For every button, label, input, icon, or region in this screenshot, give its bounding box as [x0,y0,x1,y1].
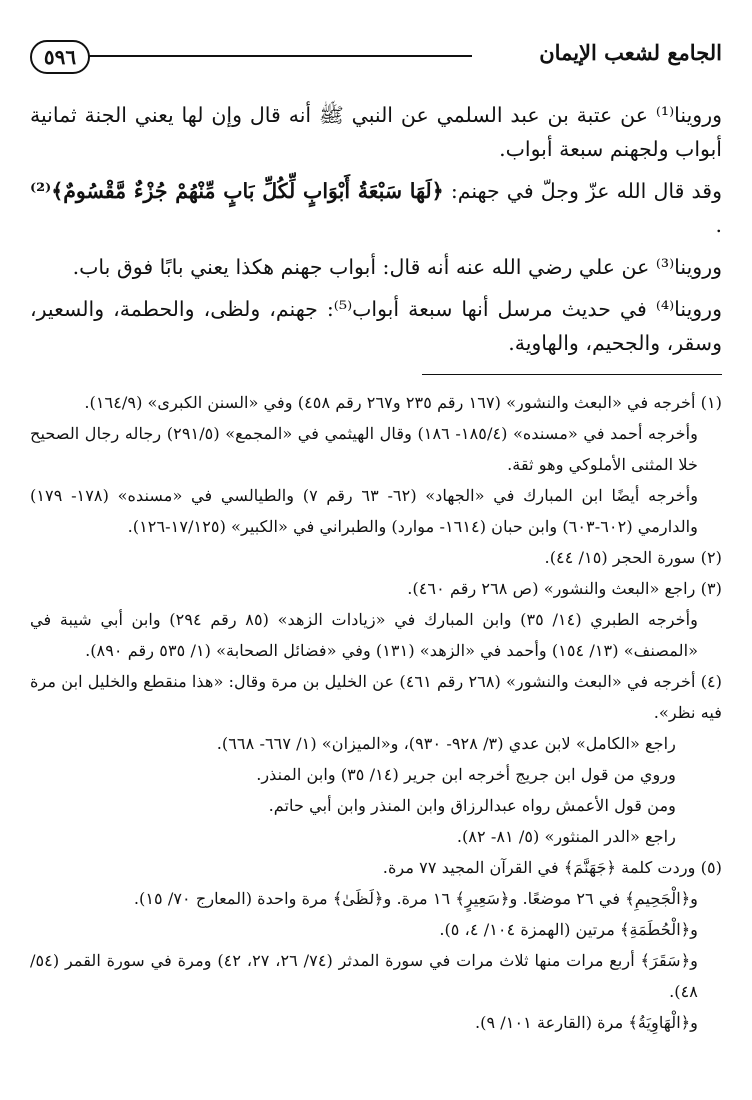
footnotes [30,387,722,1038]
footnote-5-cont-b: و﴿الْحُطَمَةِ﴾ مرتين (الهمزة ١٠٤/ ٤، ٥). [439,920,698,939]
footnote-3-cont: وأخرجه الطبري (١٤/ ٣٥) وابن المبارك في «زيادات الزهد» (٨٥ رقم ٢٩٤) وابن أبي شيبة في «المصنف» (١٣/ ١٥٤) وأحمد في «الزهد» (١٣١) وفي «فضائل الصحابة» (١/ ٥٣٥ رقم ٨٩٠). [30,610,698,660]
footnote-5: (٥) وردت كلمة ﴿جَهَنَّمَ﴾ في القرآن المجيد ٧٧ مرة. [382,858,722,877]
footnote-5-cont-d: و﴿الْهَاوِيَةُ﴾ مرة (القارعة ١٠١/ ٩). [474,1013,698,1032]
page-header [30,28,722,90]
footnote-1-cont-b: وأخرجه أيضًا ابن المبارك في «الجهاد» (٦٢- ٦٣ رقم ٧) والطيالسي في «مسنده» (١٧٨- ١٧٩) والدارمي (٦٠٢-٦٠٣) وابن حبان (١٦١٤- موارد) والطبراني في «الكبير» (١٧/١٢٥-١٢٦). [30,486,699,536]
footnote-3: (٣) راجع «البعث والنشور» (ص ٢٦٨ رقم ٤٦٠). [407,579,722,598]
footnote-4-cont-c: ومن قول الأعمش رواه عبدالرزاق وابن المنذر وابن أبي حاتم. [268,796,676,815]
paragraph-3: وروينا⁽³⁾ عن علي رضي الله عنه أنه قال: أبواب جهنم هكذا يعني بابًا فوق باب. [72,255,722,279]
footnote-4-cont-d: راجع «الدر المنثور» (٥/ ٨١- ٨٢). [456,827,676,846]
footnote-4: (٤) أخرجه في «البعث والنشور» (٢٦٨ رقم ٤٦١) عن الخليل بن مرة وقال: «هذا منقطع والخليل ابن مرة فيه نظر». [30,672,722,722]
footnote-1: (١) أخرجه في «البعث والنشور» (١٦٧ رقم ٢٣٥ و٢٦٧ رقم ٤٥٨) وفي «السنن الكبرى» (١٦٤/٩). [84,393,722,412]
page-number: ٥٩٦ [30,40,90,74]
book-page [30,28,722,1088]
footnote-separator [422,374,722,375]
paragraph-2 [30,174,722,242]
footnote-5-cont-a: و﴿الْجَحِيمِ﴾ في ٢٦ موضعًا. و﴿سَعِيرٍ﴾ ١٦ مرة. و﴿لَظَىٰ﴾ مرة واحدة (المعارج ٧٠/ ١٥). [133,889,698,908]
paragraph-1: وروينا⁽¹⁾ عن عتبة بن عبد السلمي عن النبي ﷺ أنه قال وإن لها يعني الجنة ثمانية أبواب ولجهنم سبعة أبواب. [30,103,722,161]
paragraph-4: وروينا⁽⁴⁾ في حديث مرسل أنها سبعة أبواب⁽⁵⁾: جهنم، ولظى، والحطمة، والسعير، وسقر، والجحيم، والهاوية. [30,297,722,355]
footnote-1-cont-a: وأخرجه أحمد في «مسنده» (١٨٥/٤- ١٨٦) وقال الهيثمي في «المجمع» (٢٩١/٥) رجاله رجال الصحيح خلا المثنى الأملوكي وهو ثقة. [30,424,698,474]
footnote-2: (٢) سورة الحجر (١٥/ ٤٤). [544,548,722,567]
footnote-4-cont-b: وروي من قول ابن جريج أخرجه ابن جرير (١٤/ ٣٥) وابن المنذر. [256,765,676,784]
running-title: الجامع لشعب الإيمان [539,40,722,65]
footnote-4-cont-a: راجع «الكامل» لابن عدي (٣/ ٩٢٨- ٩٣٠)، و«الميزان» (١/ ٦٦٧- ٦٦٨). [216,734,676,753]
footnote-5-cont-c: و﴿سَقَرَ﴾ أربع مرات منها ثلاث مرات في سورة المدثر (٧٤/ ٢٦، ٢٧، ٤٢) ومرة في سورة القمر (٥٤/ ٤٨). [30,951,698,1001]
paragraph-2-intro: وقد قال الله عزّ وجلّ في جهنم: [450,179,722,203]
header-rule [86,55,472,57]
paragraph-2-end: . [715,213,722,237]
quran-verse: ﴿لَهَا سَبْعَةُ أَبْوَابٍ لِّكُلِّ بَابٍ مِّنْهُمْ جُزْءٌ مَّقْسُومٌ﴾⁽²⁾ [30,179,444,203]
main-text [30,98,722,360]
